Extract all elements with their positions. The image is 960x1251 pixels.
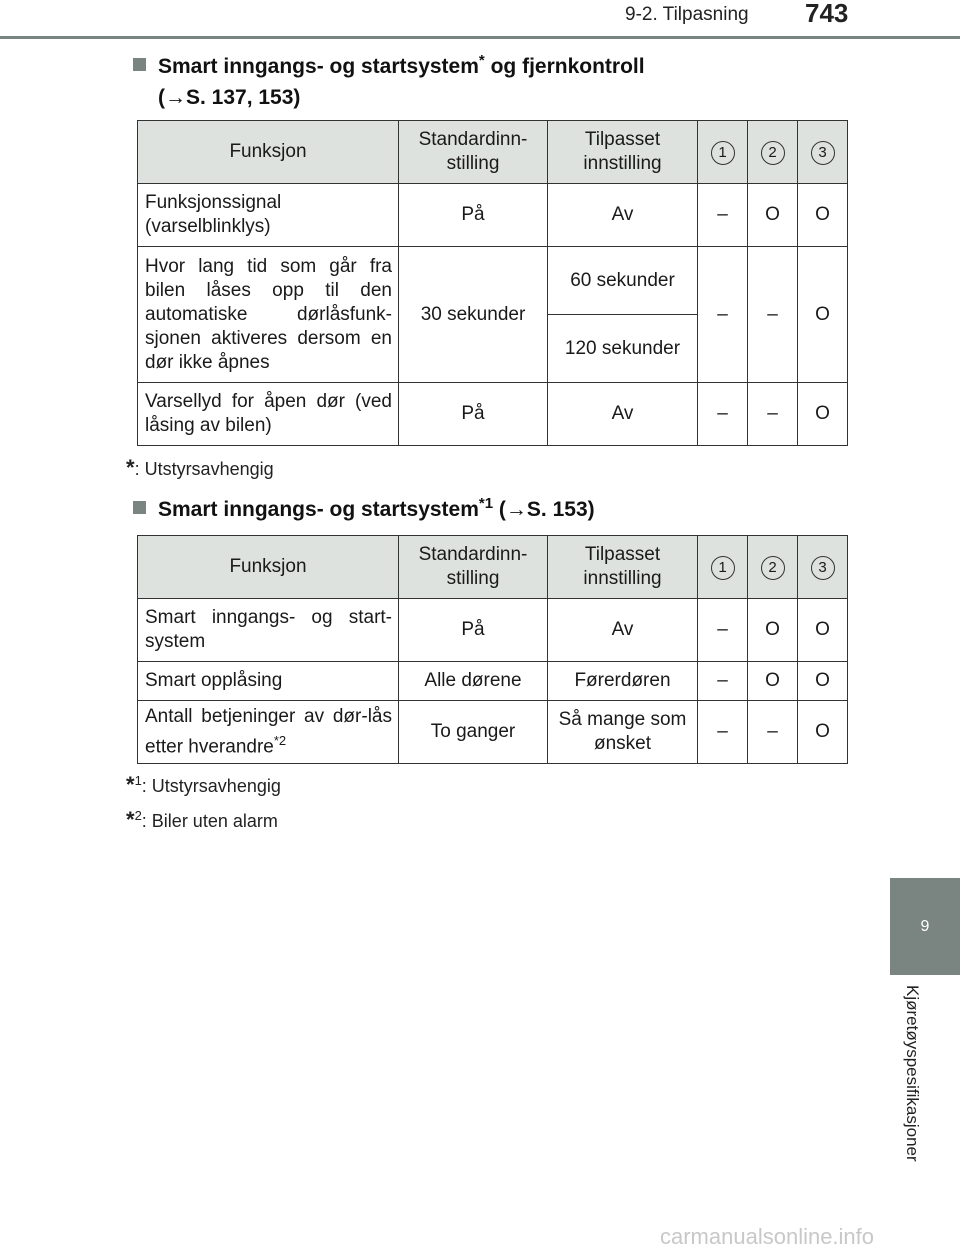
chapter-label: Kjøretøyspesifikasjoner (903, 985, 922, 1162)
chapter-number: 9 (920, 918, 930, 935)
circle-1-icon: 1 (711, 141, 735, 165)
default-cell: 30 sekunder (399, 247, 548, 383)
table-row (138, 247, 848, 315)
column-header (798, 536, 848, 599)
col3-cell: O (798, 383, 848, 446)
column-header (748, 536, 798, 599)
custom-cell: Førerdøren (548, 662, 698, 701)
column-header (798, 121, 848, 184)
function-cell: Hvor lang tid som går fra bilen låses opp til den automatiske dørlåsfunk-sjonen aktiveres dersom en dør ikke åpnes (138, 247, 399, 383)
header-section-title: 9-2. Tilpasning (625, 4, 749, 25)
section1-heading-ref: (→S. 137, 153) (158, 86, 301, 109)
col3-cell: O (798, 662, 848, 701)
circle-2-icon: 2 (761, 556, 785, 580)
header-rule (0, 36, 960, 39)
column-header: Funksjon (138, 121, 399, 184)
circle-1-icon: 1 (711, 556, 735, 580)
table-row (138, 662, 848, 701)
table-row (138, 383, 848, 446)
column-header: Funksjon (138, 536, 399, 599)
heading-square-icon (133, 58, 146, 71)
circle-2-icon: 2 (761, 141, 785, 165)
col3-cell: O (798, 247, 848, 383)
function-cell: Smart inngangs- og start-system (138, 599, 399, 662)
function-cell: Antall betjeninger av dør-lås etter hverandre$^{*2}$ (138, 701, 399, 764)
heading-square-icon (133, 501, 146, 514)
column-header: Tilpasset innstilling (548, 536, 698, 599)
col2-cell: – (748, 383, 798, 446)
watermark: carmanualsonline.info (660, 1224, 875, 1249)
custom-cell: Av (548, 184, 698, 247)
custom-cell: 60 sekunder (548, 247, 698, 315)
section2-footnote-1: *$^1$: Utstyrsavhengig (126, 772, 281, 797)
default-cell: To ganger (399, 701, 548, 764)
function-cell: Varsellyd for åpen dør (ved låsing av bilen) (138, 383, 399, 446)
table-row (138, 701, 848, 764)
table-header-row (138, 121, 848, 184)
col2-cell: – (748, 701, 798, 764)
custom-cell: Av (548, 599, 698, 662)
table-row (138, 184, 848, 247)
section2-table (137, 535, 848, 764)
table-row (138, 599, 848, 662)
col2-cell: O (748, 599, 798, 662)
default-cell: På (399, 599, 548, 662)
column-header: Standardinn-stilling (399, 536, 548, 599)
column-header (698, 121, 748, 184)
col1-cell: – (698, 701, 748, 764)
column-header (698, 536, 748, 599)
custom-cell: Av (548, 383, 698, 446)
section1-heading: Smart inngangs- og startsystem* og fjernkontroll (→S. 137, 153) (133, 45, 645, 113)
column-header (748, 121, 798, 184)
circle-3-icon: 3 (811, 141, 835, 165)
chapter-tab (890, 878, 960, 975)
section2-footnote-2: *$^2$: Biler uten alarm (126, 807, 278, 832)
col1-cell: – (698, 247, 748, 383)
col2-cell: – (748, 247, 798, 383)
function-cell: Smart opplåsing (138, 662, 399, 701)
default-cell: På (399, 383, 548, 446)
col1-cell: – (698, 662, 748, 701)
column-header: Tilpasset innstilling (548, 121, 698, 184)
section1-footnote: *: Utstyrsavhengig (126, 455, 274, 480)
circle-3-icon: 3 (811, 556, 835, 580)
custom-cell: Så mange som ønsket (548, 701, 698, 764)
col2-cell: O (748, 184, 798, 247)
col1-cell: – (698, 599, 748, 662)
col3-cell: O (798, 184, 848, 247)
col1-cell: – (698, 184, 748, 247)
default-cell: Alle dørene (399, 662, 548, 701)
page-number: 743 (805, 0, 849, 28)
col2-cell: O (748, 662, 798, 701)
col1-cell: – (698, 383, 748, 446)
default-cell: På (399, 184, 548, 247)
section2-heading: Smart inngangs- og startsystem$^{*1}$ (→S. 153) (133, 488, 595, 525)
col3-cell: O (798, 599, 848, 662)
column-header: Standardinn-stilling (399, 121, 548, 184)
function-cell: Funksjonssignal (varselblinklys) (138, 184, 399, 247)
section1-table (137, 120, 848, 446)
custom-cell: 120 sekunder (548, 315, 698, 383)
col3-cell: O (798, 701, 848, 764)
table-header-row (138, 536, 848, 599)
